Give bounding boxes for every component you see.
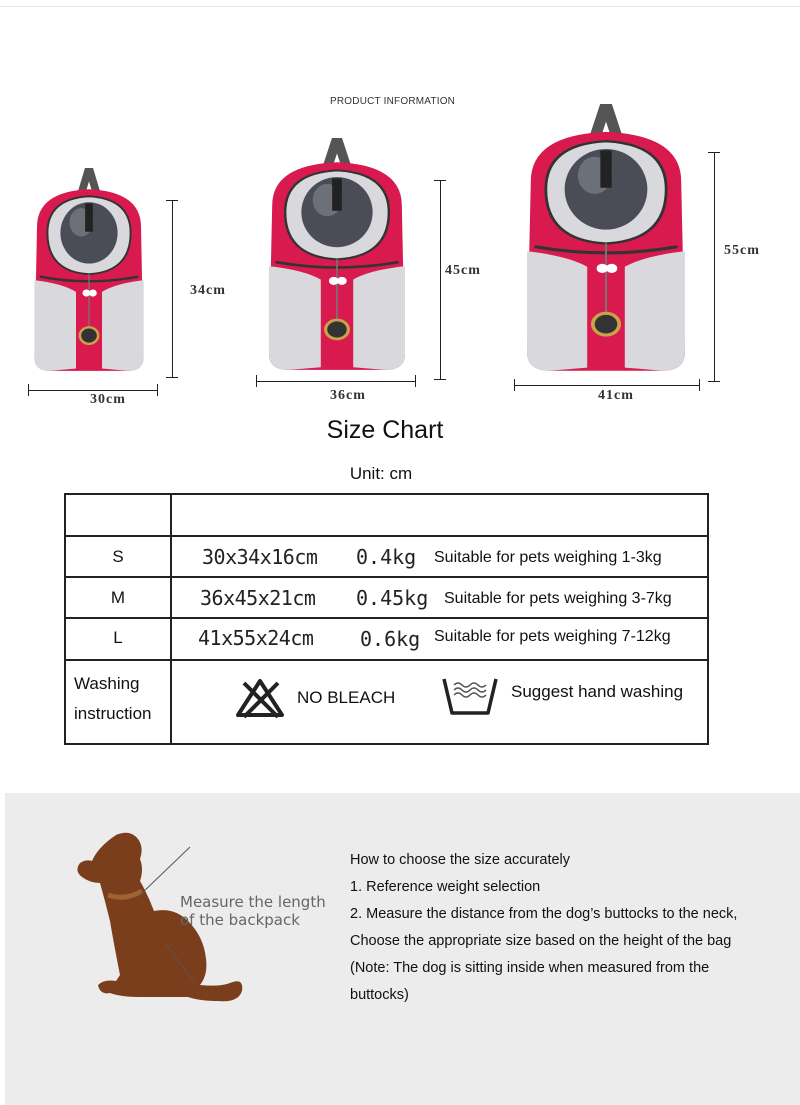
small-height-label: 34cm xyxy=(190,283,226,298)
guide-line: How to choose the size accurately xyxy=(350,852,571,868)
large-width-label: 41cm xyxy=(598,388,634,403)
size-chart-table xyxy=(64,493,709,745)
hand-wash-icon xyxy=(440,673,500,719)
product-info-heading: PRODUCT INFORMATION xyxy=(330,96,456,107)
suitability-cell: Suitable for pets weighing 1-3kg xyxy=(434,549,662,566)
size-guide-text xyxy=(350,847,737,1009)
table-row xyxy=(66,578,707,617)
no-bleach-icon xyxy=(234,677,286,719)
backpack-large-image xyxy=(512,104,700,380)
dimensions-cell: 36x45x21cm xyxy=(200,586,316,610)
guide-line: 1. Reference weight selection xyxy=(350,879,541,895)
unit-label: Unit: cm xyxy=(349,464,413,483)
suitability-cell: Suitable for pets weighing 3-7kg xyxy=(444,590,672,607)
backpack-medium-image xyxy=(256,138,418,378)
medium-height-label: 45cm xyxy=(445,263,481,278)
dimensions-cell: 30x34x16cm xyxy=(202,545,318,569)
weight-cell: 0.6kg xyxy=(360,627,421,651)
weight-cell: 0.4kg xyxy=(356,545,417,569)
dimensions-cell: 41x55x24cm xyxy=(198,626,314,650)
measure-instruction: Measure the length of the backpack xyxy=(180,893,326,929)
guide-line: 2. Measure the distance from the dog’s buttocks to the neck, xyxy=(350,906,738,922)
guide-line: Choose the appropriate size based on the height of the bag xyxy=(350,933,732,949)
small-width-label: 30cm xyxy=(90,392,126,407)
washing-row xyxy=(66,661,707,743)
size-cell: M xyxy=(110,588,126,607)
table-row xyxy=(66,619,707,659)
large-height-label: 55cm xyxy=(724,243,760,258)
guide-line: (Note: The dog is sitting inside when measured from the xyxy=(350,960,710,976)
size-cell: S xyxy=(112,547,124,566)
hand-wash-text: Suggest hand washing xyxy=(511,682,684,701)
washing-label: Washing instruction xyxy=(74,674,152,723)
suitability-cell: Suitable for pets weighing 7-12kg xyxy=(434,628,671,645)
guide-line: buttocks) xyxy=(350,987,409,1003)
medium-width-label: 36cm xyxy=(330,388,366,403)
backpack-small-image xyxy=(24,168,154,378)
table-row xyxy=(66,537,707,576)
weight-cell: 0.45kg xyxy=(356,586,429,610)
no-bleach-text: NO BLEACH xyxy=(297,688,396,707)
top-divider xyxy=(0,6,800,7)
size-chart-title: Size Chart xyxy=(326,416,444,444)
size-cell: L xyxy=(113,628,123,647)
